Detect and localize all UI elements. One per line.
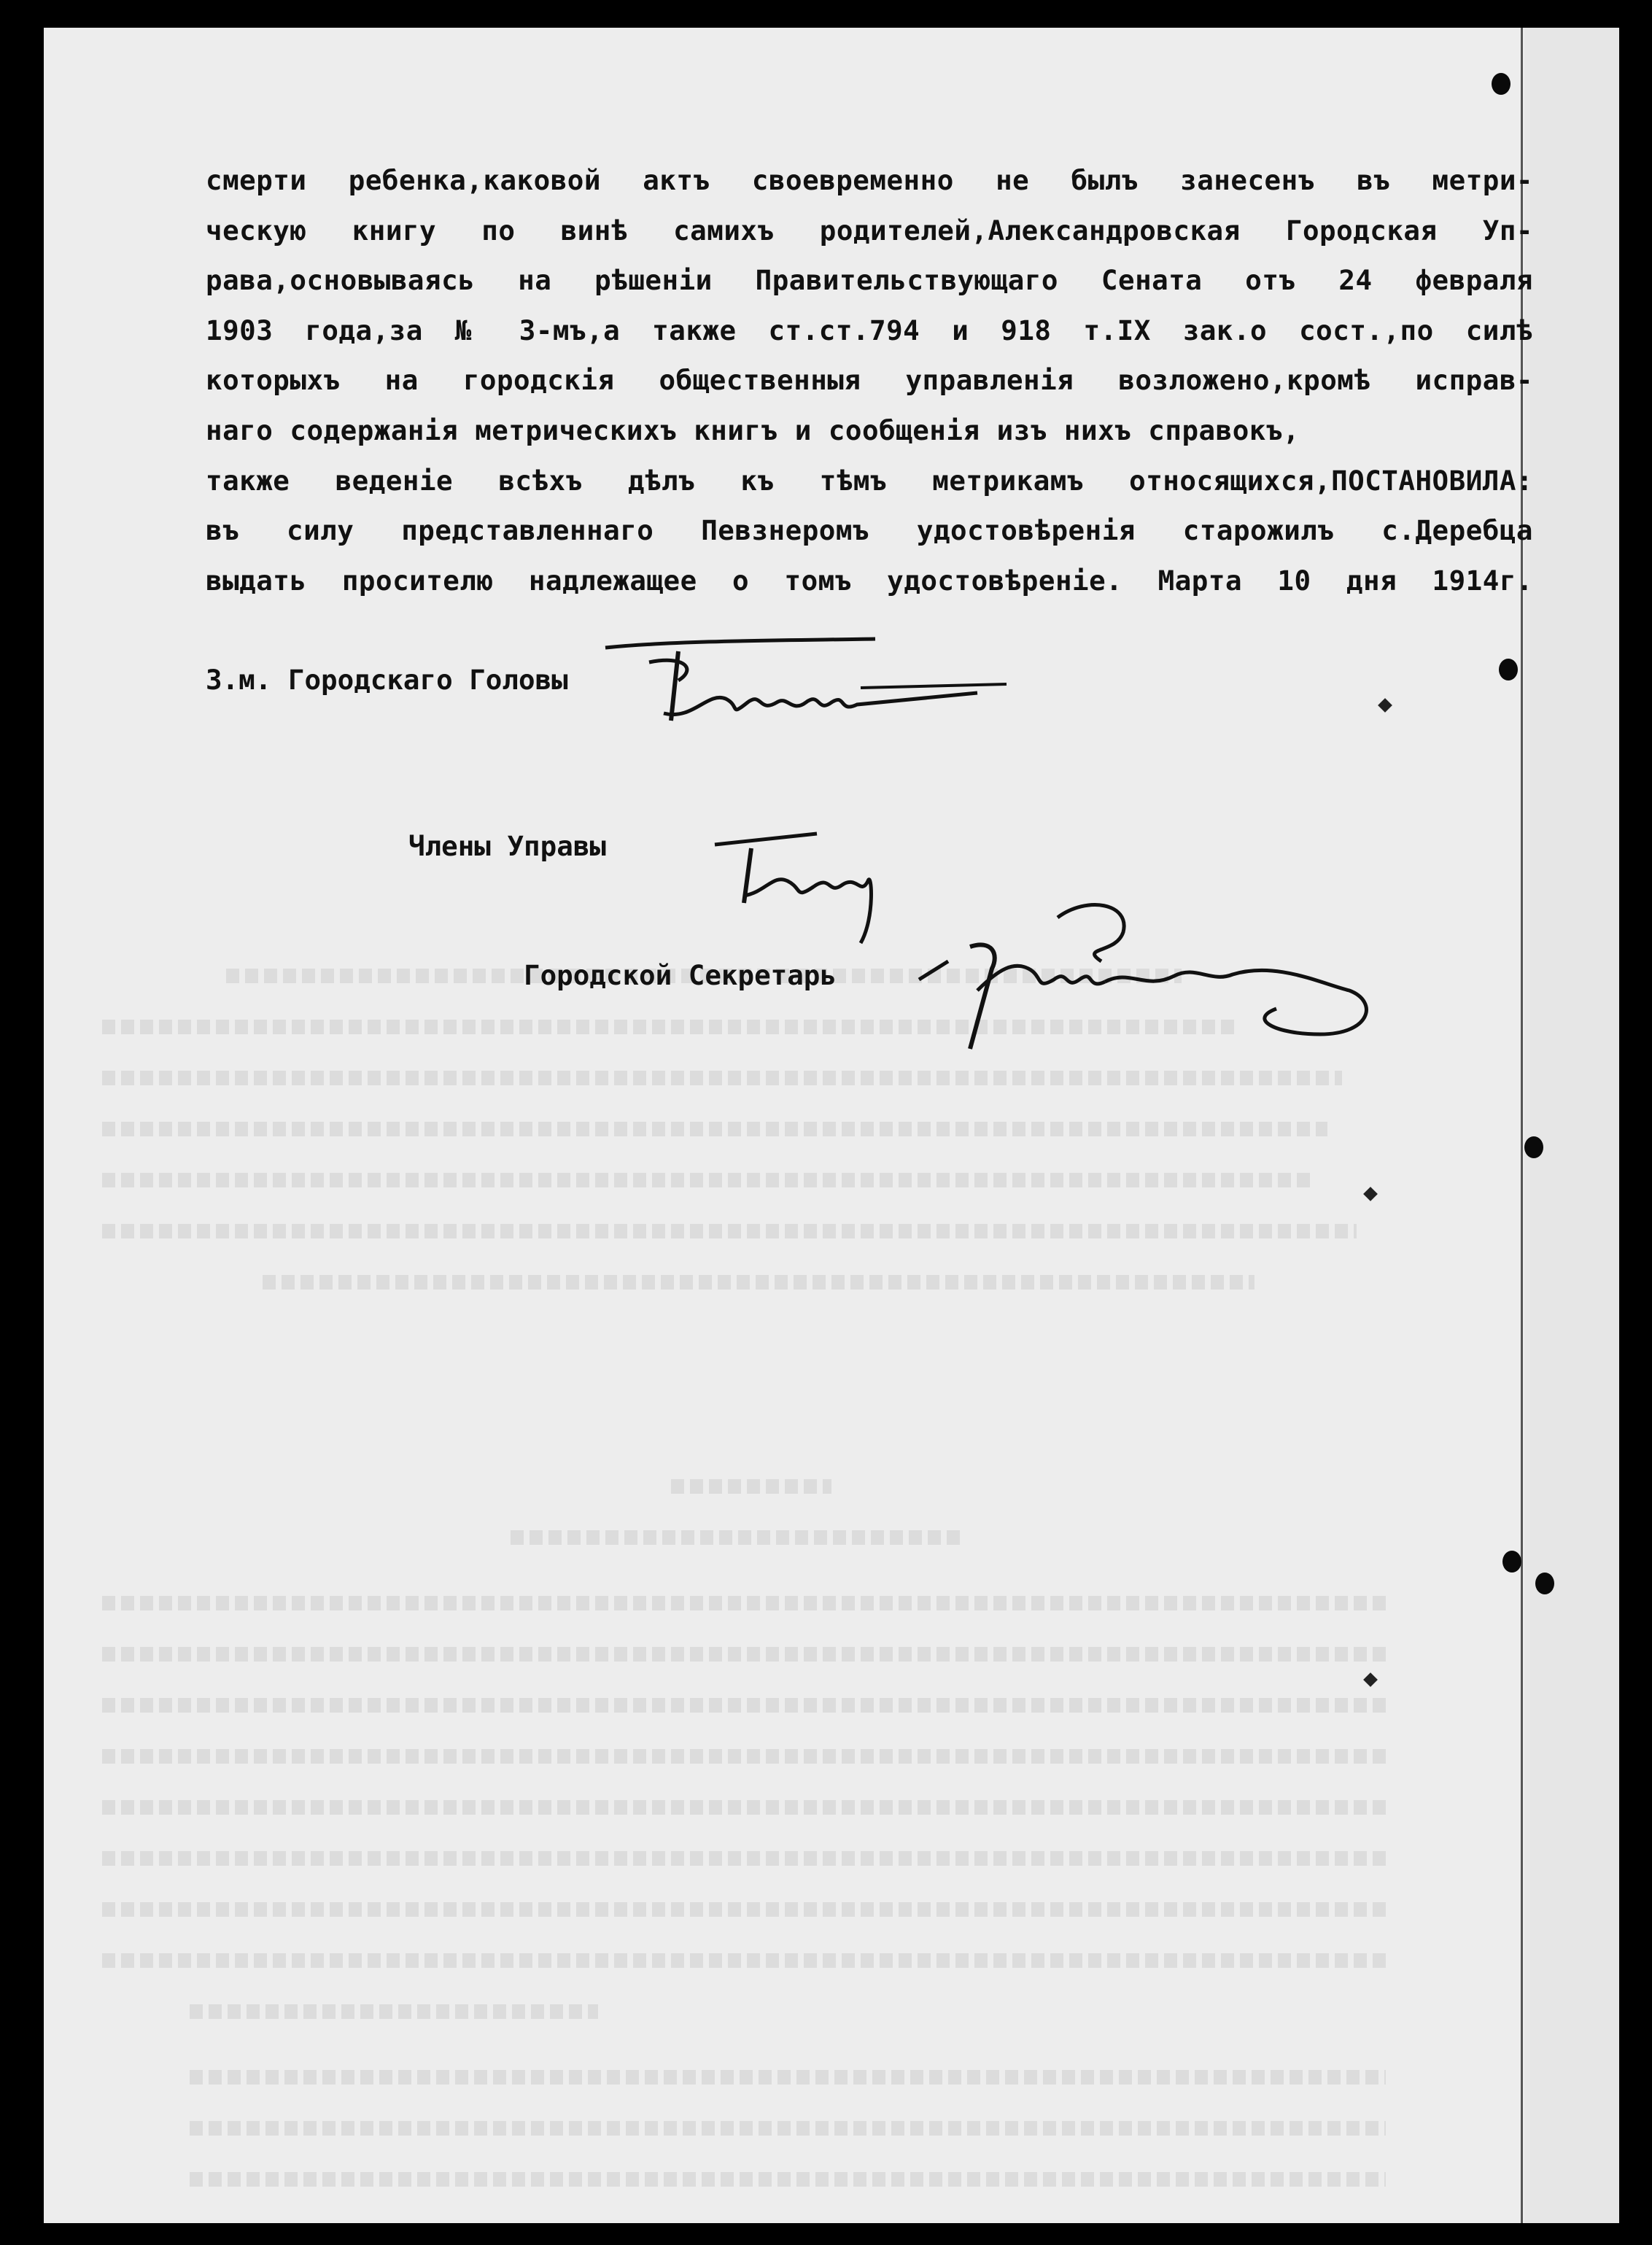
binding-hole (1492, 73, 1511, 95)
paper-mark (1363, 1187, 1378, 1201)
binding-hole (1502, 1551, 1521, 1573)
body-line: рава,основываясь на рѣшеніи Правительствующаго Сената отъ 24 февраля (206, 264, 1533, 297)
body-text (206, 155, 1533, 605)
city-secretary-label: Городской Секретарь (524, 959, 837, 991)
board-members-label: Члены Управы (408, 830, 606, 862)
deputy-mayor-label: З.м. Городскаго Головы (206, 664, 568, 696)
body-line: въ силу представленнаго Певзнеромъ удостовѣренія старожилъ с.Деребца (206, 514, 1533, 547)
deputy-mayor-signature (569, 611, 1036, 757)
document-page (44, 28, 1619, 2223)
paper-mark (1378, 698, 1392, 713)
city-secretary-signature (868, 888, 1422, 1114)
body-line: 1903 года,за № 3-мъ,а также ст.ст.794 и 918 т.IX зак.о сост.,по силѣ (206, 314, 1533, 346)
paper-mark (1363, 1672, 1378, 1687)
page-margin (1524, 28, 1619, 2223)
body-line: ческую книгу по винѣ самихъ родителей,Александровская Городская Уп- (206, 214, 1533, 247)
body-line: которыхъ на городскія общественныя управленія возложено,кромѣ исправ- (206, 364, 1533, 397)
body-line: выдать просителю надлежащее о томъ удостовѣреніе. Марта 10 дня 1914г. (206, 564, 1533, 597)
body-line: смерти ребенка,каковой актъ своевременно не былъ занесенъ въ метри- (206, 164, 1533, 196)
body-line: также веденіе всѣхъ дѣлъ къ тѣмъ метрикамъ относящихся,ПОСТАНОВИЛА: (206, 464, 1533, 497)
binding-hole (1524, 1136, 1543, 1158)
binding-hole (1499, 659, 1518, 681)
body-line: наго содержанія метрическихъ книгъ и сообщенія изъ нихъ справокъ, (206, 414, 1300, 446)
binding-hole (1535, 1573, 1554, 1594)
